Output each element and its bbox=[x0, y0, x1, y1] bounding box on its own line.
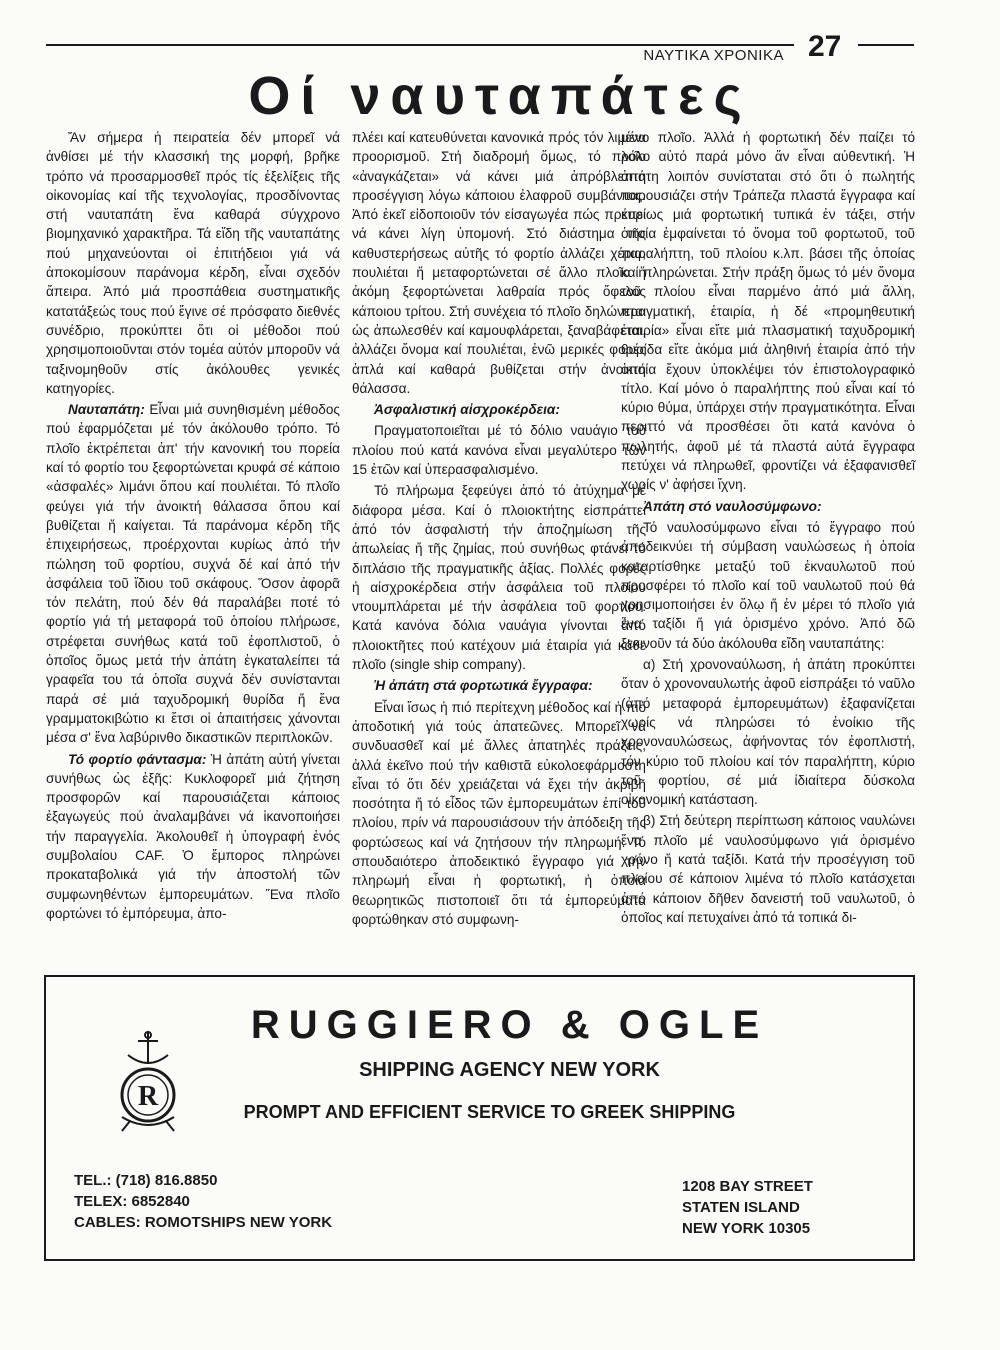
article-column-3 bbox=[621, 128, 915, 927]
section-heading: Τό φορτίο φάντασμα: bbox=[68, 751, 207, 767]
paragraph: Τό ναυλοσύμφωνο εἶναι τό ἔγγραφο πού ἀποδεικνύει τή σύμβαση ναυλώσεως ἡ ὁποία καταρτίσθηκε μεταξύ τοῦ ἐκναυλωτοῦ πού προσφέρει τό πλοῖο καί τοῦ ναυλωτοῦ πού θά χρησιμοποιήσει ἐν ὅλῳ ἤ ἐν μέρει τό πλοῖο γιά ἕνα ταξίδι ἤ γιά ὁρισμένο χρόνο. Ἀπό δῶ ξεκινοῦν τά δύο ἀκόλουθα εἴδη ναυταπάτης: bbox=[621, 519, 915, 651]
address-line: NEW YORK 10305 bbox=[682, 1220, 811, 1237]
paragraph: Τό πλήρωμα ξεφεύγει ἀπό τό ἀτύχημα μέ διάφορα μέσα. Καί ὁ πλοιοκτήτης εἰσπράττει ἀπό τόν ἀσφαλιστή τήν ἀποζημίωση τῆς ἀπωλείας ἤ τῆς ζημίας, πού συνήθως φτάνει τό διπλάσιο τῆς πραγματικῆς ἀξίας. Πολλές φορές ἡ αἰσχροκέρδεια στήν ἀσφάλεια τοῦ πλοίου ντουμπλάρεται μέ τήν ἀσφάλεια τοῦ φορτίου. Κατά κανόνα δόλια ναυάγια γίνονται ἀπό πλοιοκτῆτες πού κατέχουν μιά ἑταιρία γιά κάθε πλοῖο (single ship company). bbox=[352, 483, 646, 673]
service-slogan: PROMPT AND EFFICIENT SERVICE TO GREEK SHIPPING bbox=[243, 1102, 736, 1122]
address-line: STATEN ISLAND bbox=[682, 1199, 800, 1216]
company-tagline: SHIPPING AGENCY NEW YORK bbox=[359, 1059, 660, 1081]
paragraph: Ἄν σήμερα ἡ πειρατεία δέν μπορεῖ νά ἀνθίσει μέ τήν κλασσική της μορφή, βρῆκε τρόπο νά προσαρμοσθεῖ πρός τίς ἐξελίξεις τῆς οἰκονομίας καί τῆς τεχνολογίας, προσδίνοντας στή ναυταπάτη ἕνα καθαρά σύγχρονο βιομηχανικό χαρακτῆρα. Τά εἴδη τῆς ναυταπάτης πού μηχανεύονται οἱ ἐπιτήδειοι γιά νά ἀποκομίσουν παράνομα κέρδη, εἶναι σχεδόν ἄπειρα. Ἀπό μιά προσπάθεια συστηματικῆς κατατάξεώς τους πού ἔγινε σέ πρόσφατο διεθνές συνέδριο, προκύπτει ὅτι οἱ μέθοδοι πού χρησιμοποιοῦνται στόν τομέα αὐτόν μποροῦν νά ταξινομηθοῦν στίς ἀκόλουθες γενικές κατηγορίες. bbox=[46, 130, 340, 396]
section-heading: Ἀσφαλιστική αἰσχροκέρδεια: bbox=[374, 402, 560, 418]
paragraph: πλέει καί κατευθύνεται κανονικά πρός τόν λιμένα προορισμοῦ. Στή διαδρομή ὅμως, τό πλοῖο «ἀναγκάζεται» νά κάνει μιά ἀπρόβλεπτη προσέγγιση λόγω κάποιου ἐλαφροῦ συμβάντος. Ἀπό ἐκεῖ εἰδοποιοῦν τόν εἰσαγωγέα πώς πρέπει νά κάνει λίγη ὑπομονή. Στό διάστημα τῆς καθυστερήσεως αὐτῆς τό φορτίο ἀλλάζει χέρια, πουλιέται ἤ μεταφορτώνεται σέ ἄλλο πλοῖο ἤ ἀκόμη ξεφορτώνεται λαθραία πρός ὄφελος κάποιου τρίτου. Στή συνέχεια τό πλοῖο δηλώνεται ὡς ἀπωλεσθέν καί καμουφλάρεται, ξαναβάφεται, ἀλλάζει ὄνομα καί πουλιέται, ἐνῶ μερικές φορές ἁπλά καί καθαρά βυθίζεται στήν ἀνοικτή θάλασσα. bbox=[352, 130, 646, 396]
article-column-1 bbox=[46, 128, 340, 923]
paragraph: Εἶναι ἴσως ἡ πιό περίτεχνη μέθοδος καί ἡ πιό ἀποδοτική γιά τούς ἀπατεῶνες. Μπορεῖ νά συνδυασθεῖ καί μέ ἄλλες ἀπατηλές πράξεις, ἀλλά ἐκεῖνο πού τήν καθιστᾶ εὐκολοεφάρμοστη εἶναι τό ὅτι δέν χρειάζεται νά ἔχει τήν ἀκριβῆ ποσότητα ἤ τό εἶδος τῶν ἐμπορευμάτων ἐπί τοῦ πλοίου, πρίν νά παρουσιάσουν τήν ἀπόδειξη τῆς φορτώσεως καί νά ζητήσουν τήν πληρωμή. Τό σπουδαιότερο ἀποδεικτικό ἔγγραφο γιά τήν πληρωμή εἶναι ἡ φορτωτική, ἡ ὁποία θεωρητικῶς πιστοποιεῖ ὅτι τά ἐμπορεύματα φορτώθηκαν στό συμφωνη- bbox=[352, 699, 646, 927]
paragraph: μένο πλοῖο. Ἀλλά ἡ φορτωτική δέν παίζει τό ρόλο αὐτό παρά μόνο ἄν εἶναι αὐθεντική. Ἡ ἀπάτη λοιπόν συνίσταται στό ὅτι ὁ πωλητής παρουσιάζει στήν Τράπεζα πλαστά ἔγγραφα καί κυρίως μιά φορτωτική τυπικά ἐν τάξει, στήν ὁποία ἐμφαίνεται τό ὄνομα τοῦ φορτωτοῦ, τοῦ παραλήπτη, τοῦ πλοίου κ.λπ. βάσει τῆς ὁποίας καί πληρώνεται. Στήν πράξη ὅμως τό μέν ὄνομα τοῦ πλοίου εἶναι παρμένο ἀπό μιά ἄλλη, πραγματική, ἑταιρία, ἡ δέ «προμηθευτική ἑταιρία» εἶναι εἴτε μιά πλασματική ταχυδρομική θυρίδα εἴτε ἀκόμα μιά ἀληθινή ἑταιρία ἀπό τήν ὁποία ἔχουν ὑποκλέψει τόν ἐπιστολογραφικό τίτλο. Καί μόνο ὁ παραλήπτης πού εἶναι καί τό κύριο θύμα, ὑπάρχει στήν πραγματικότητα. Εἶναι περιττό νά προσθέσει ὅτι κατά κανόνα ὁ πωλητής, ἀφοῦ μέ τά πλαστά αὐτά ἔγγραφα πετύχει νά πληρωθεῖ, φροντίζει νά ἐξαφανισθεῖ χωρίς ν' ἀφήσει ἴχνη. bbox=[621, 130, 915, 493]
magazine-name: ΝΑΥΤΙΚΑ ΧΡΟΝΙΚΑ bbox=[643, 47, 784, 64]
company-name: RUGGIERO & OGLE bbox=[250, 1003, 769, 1047]
section-heading: Ναυταπάτη: bbox=[68, 402, 145, 418]
advertisement-box bbox=[44, 975, 915, 1261]
address-block bbox=[682, 1176, 813, 1239]
cables: CABLES: ROMOTSHIPS NEW YORK bbox=[74, 1214, 333, 1231]
header-rule-left bbox=[46, 44, 794, 46]
paragraph bbox=[46, 400, 340, 747]
paragraph bbox=[46, 750, 340, 924]
address-line: 1208 BAY STREET bbox=[682, 1178, 813, 1195]
paragraph: α) Στή χρονοναύλωση, ἡ ἀπάτη προκύπτει ὅταν ὁ χρονοναυλωτής ἀφοῦ εἰσπράξει τό ναῦλο (ἀπό μεταφορά ἐμπορευμάτων) ἐξαφανίζεται χωρίς νά πληρώσει τό ἐνοίκιο τῆς χρονοναυλώσεως, ἀφήνοντας τόν ἐφοπλιστή, τόν κύριο τοῦ πλοίου καί τόν παραλήπτη, κύριο τοῦ φορτίου, σέ μιά ἰδιαίτερα δύσκολα οἰκονομική κατάσταση. bbox=[621, 657, 915, 808]
telex: TELEX: 6852840 bbox=[74, 1193, 190, 1210]
article-title: Οί ναυταπάτες bbox=[248, 66, 752, 126]
section-heading: Ἡ ἀπάτη στά φορτωτικά ἔγγραφα: bbox=[374, 678, 593, 694]
section-heading: Ἀπάτη στό ναυλοσύμφωνο: bbox=[643, 498, 822, 514]
paragraph: β) Στή δεύτερη περίπτωση κάποιος ναυλώνει ἕνα πλοῖο μέ ναυλοσύμφωνο γιά ὁρισμένο χρόνο ἤ κατά ταξίδι. Κατά τήν προσέγγιση τοῦ πλοίου σέ κάποιον λιμένα τό πλοῖο κατάσχεται ἀπό κάποιον δῆθεν δανειστή τοῦ ναυλωτοῦ, ὁ ὁποῖος καί πετυχαίνει ἀπό τά τοπικά δι- bbox=[621, 813, 915, 925]
page-number: 27 bbox=[808, 30, 842, 63]
paragraph: Πραγματοποιεῖται μέ τό δόλιο ναυάγιο τοῦ πλοίου πού κατά κανόνα εἶναι μεγαλύτερο τῶν 15 ἐτῶν καί ὑπερασφαλισμένο. bbox=[352, 423, 646, 478]
paragraph-text: Εἶναι μιά συνηθισμένη μέθοδος πού ἐφαρμόζεται μέ τόν ἀκόλουθο τρόπο. Τό πλοῖο ἐκτρέπεται ἀπ' τήν κανονική του πορεία καί τό φορτίο του ξεφορτώνεται κρυφά σέ κάποιο «ἀσφαλές» λιμάνι ὅπου καί πουλιέται. Τό πλοῖο φεύγει γιά τήν ἀνοικτή θάλασσα ὅπου καί βυθίζεται ἤ καίγεται. Τά παράνομα κέρδη τῆς ἐπιχειρήσεως, προέρχονται κυρίως ἀπό τήν πώληση τοῦ φορτίου, συχνά δέ καί ἀπό τήν ἀσφάλεια τοῦ ἴδιου τοῦ σκάφους. Ὅσον ἀφορᾶ τόν πελάτη, πού δέν θά παραλάβει ποτέ τό φορτίο γιά τή μεταφορά τοῦ ὁποίου πλήρωσε, στρέφεται συνήθως κατά τοῦ ἐφοπλιστοῦ, ὁ ὁποῖος ὅμως μετά τήν ἀπάτη ἐγκαταλείπει τά γραφεῖα του τά ὁποῖα συχνά δέν συνίστανται παρά σέ μιά ταχυδρομική θυρίδα ἤ ἕνα γραμματοκιβώτιο κι ἔτσι οἱ ἀπαιτήσεις χάνονται μέσα σ' ἕνα λαβύρινθο δικαστικῶν περιπλοκῶν. bbox=[46, 402, 340, 746]
contact-block bbox=[74, 1170, 332, 1233]
article-column-2 bbox=[352, 128, 646, 929]
header-rule-right bbox=[858, 44, 914, 46]
paragraph-text: Ἡ ἀπάτη αὐτή γίνεται συνήθως ὡς ἑξῆς: Κυκλοφορεῖ μιά ζήτηση προσφορῶν καί παρουσιάζεται κάποιος ἐξαγωγεύς πού ἀναλαμβάνει νά ἱκανοποιήσει τήν παραγγελία. Ἀκολουθεῖ ἡ ὑπογραφή ἑνός συμβολαίου CAF. Ὁ ἔμπορος πληρώνει προκαταβολικά γιά τήν ἀποστολή τῶν συμφωνηθέντων ἐμπορευμάτων. Ἕνα πλοῖο φορτώνει τό ἐμπόρευμα, ἀπο- bbox=[46, 751, 340, 921]
telephone: TEL.: (718) 816.8850 bbox=[74, 1172, 218, 1189]
logo-letter: R bbox=[137, 1081, 159, 1112]
